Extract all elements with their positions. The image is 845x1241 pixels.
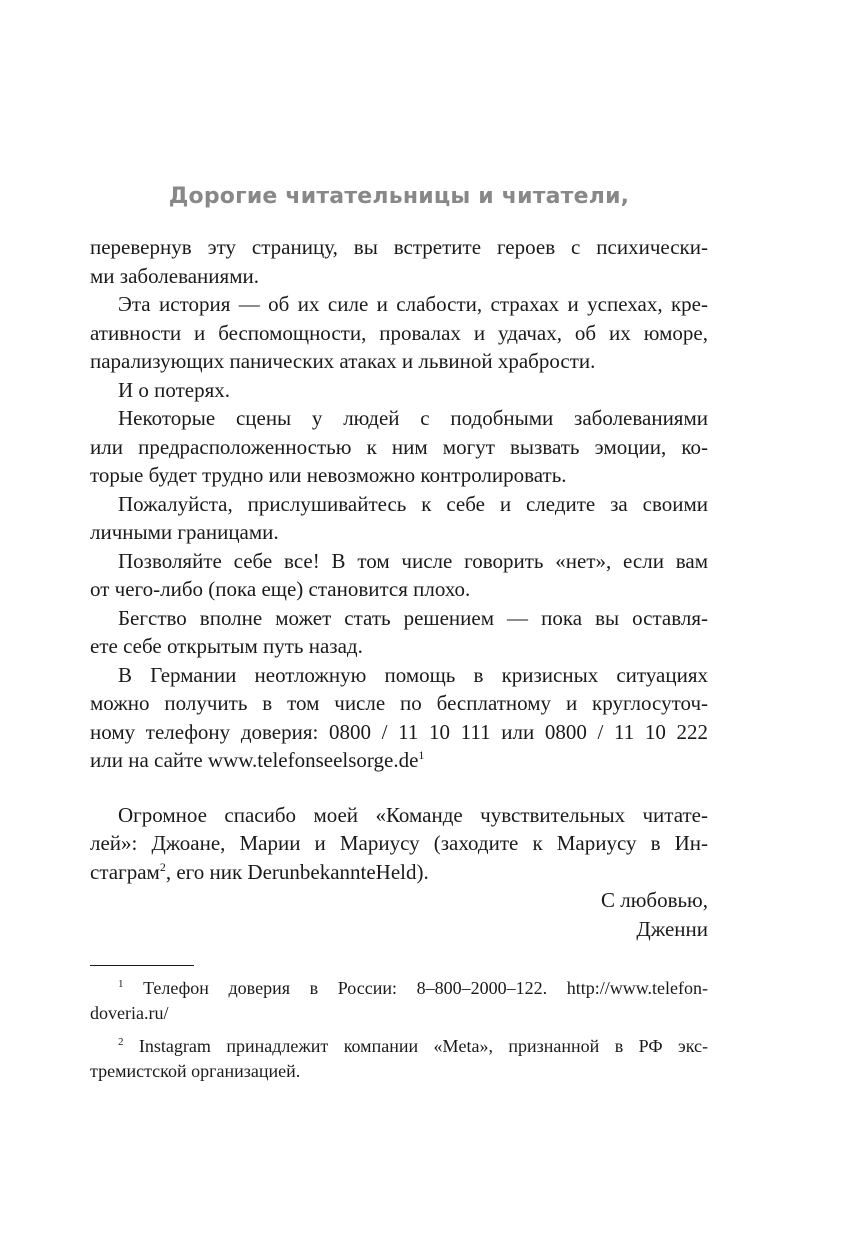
- footnote-divider: [90, 965, 194, 966]
- footnote-1: [90, 976, 708, 1026]
- footnote-2: [90, 1034, 708, 1084]
- paragraph-4: [90, 404, 708, 490]
- footnotes: [90, 976, 708, 1084]
- footnote-text: Телефон доверия в России: 8–800–2000–122. http://www.telefon-: [143, 978, 709, 998]
- text-line: ативности и беспомощности, провалах и удачах, об их юморе,: [90, 320, 708, 345]
- text-line: можно получить в том числе по бесплатному и круглосуточ-: [90, 691, 708, 715]
- text-line: [90, 858, 708, 887]
- footnote-mark: 2: [118, 1036, 124, 1048]
- body-text: [90, 233, 708, 943]
- text-line: Бегство вполне может стать решением — пока вы оставля-: [118, 605, 708, 630]
- text-line: И о потерях.: [118, 377, 231, 402]
- page-heading: Дорогие читательницы и читатели,: [168, 184, 630, 209]
- text-line: личными границами.: [90, 520, 279, 544]
- footnote-line: [90, 976, 708, 1001]
- footnote-text: Instagram принадлежит компании «Meta», признанной в РФ экс-: [138, 1036, 708, 1056]
- text-line: от чего-либо (пока еще) становится плохо.: [90, 577, 471, 601]
- paragraph-5: [90, 490, 708, 547]
- text-line: парализующих панических атаках и львиной храбрости.: [90, 349, 596, 373]
- paragraph-2: [90, 290, 708, 376]
- paragraph-6: [90, 547, 708, 604]
- paragraph-8: [90, 661, 708, 775]
- text-line: Позволяйте себе все! В том числе говорить «нет», если вам: [118, 548, 708, 573]
- footnote-mark: 1: [118, 978, 124, 990]
- footnote-gap: [90, 1026, 708, 1034]
- footnote-line: doveria.ru/: [90, 1003, 169, 1023]
- paragraph-7: [90, 604, 708, 661]
- signature-closing: С любовью,: [600, 888, 708, 912]
- text-line: ному телефону доверия: 0800 / 11 10 111 или 0800 / 11 10 222: [90, 719, 708, 744]
- text-line: Некоторые сцены у людей с подобными заболеваниями: [118, 406, 708, 430]
- footnote-line: тремистской организацией.: [90, 1061, 301, 1081]
- footnote-ref-2: 2: [159, 859, 166, 874]
- text-line: Огромное спасибо моей «Команде чувствительных читате-: [118, 802, 708, 827]
- text-line: или предрасположенностью к ним могут вызвать эмоции, ко-: [90, 434, 708, 459]
- thanks-paragraph: [90, 801, 708, 887]
- signature: [90, 886, 708, 943]
- thanks-text-before: стаграм: [90, 859, 160, 884]
- footnote-line: [90, 1034, 708, 1059]
- text-line: ете себе открытым путь назад.: [90, 634, 363, 658]
- text-line: В Германии неотложную помощь в кризисных ситуациях: [118, 662, 708, 687]
- website-text: или на сайте www.telefonseelsorge.de: [90, 748, 419, 772]
- paragraph-gap: [90, 775, 708, 801]
- footnote-ref-1: 1: [418, 748, 425, 762]
- text-line: ми заболеваниями.: [90, 263, 259, 288]
- text-line: [90, 746, 708, 775]
- paragraph-1: [90, 233, 708, 290]
- thanks-text-after: , его ник DerunbekannteHeld).: [165, 859, 429, 884]
- text-line: перевернув эту страницу, вы встретите героев с психически-: [90, 235, 708, 259]
- text-line: Эта история — об их силе и слабости, страхах и успехах, кре-: [118, 292, 708, 316]
- text-line: лей»: Джоане, Марии и Мариусу (заходите к Мариусу в Ин-: [90, 831, 708, 855]
- text-line: торые будет трудно или невозможно контролировать.: [90, 463, 567, 487]
- text-line: Пожалуйста, прислушивайтесь к себе и следите за своими: [118, 491, 708, 516]
- paragraph-3: [90, 376, 708, 405]
- signature-name: Дженни: [636, 916, 708, 941]
